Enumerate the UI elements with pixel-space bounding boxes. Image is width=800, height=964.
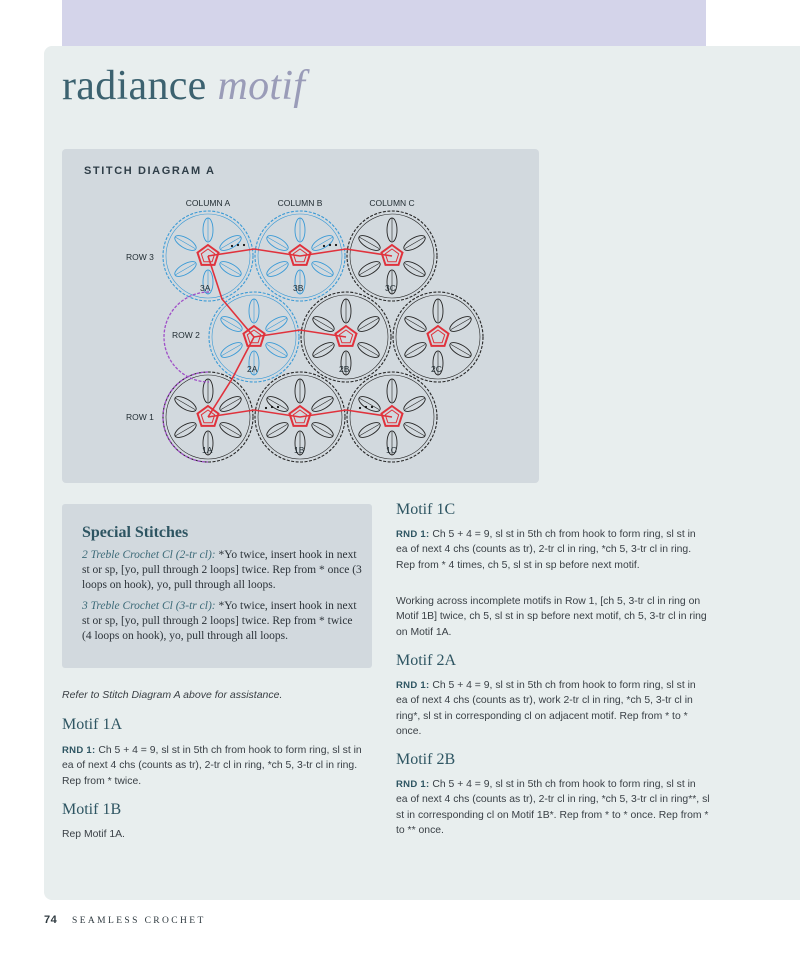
top-color-band (62, 0, 706, 46)
cluster-stem (359, 398, 379, 410)
motif-label-3a: 3A (200, 283, 211, 293)
cluster-stem (405, 398, 425, 410)
slip-stitch-dot (237, 244, 239, 246)
motif-label-1c: 1C (386, 445, 397, 455)
title-accent: motif (217, 63, 306, 109)
cluster-stem (405, 345, 425, 357)
motif-label-1a: 1A (202, 445, 213, 455)
cluster-stem (221, 398, 241, 410)
motif-1b-heading: Motif 1B (62, 801, 122, 818)
slip-stitch-dot (265, 407, 267, 409)
slip-stitch-dot (277, 406, 279, 408)
motif-2a-text: Ch 5 + 4 = 9, sl st in 5th ch from hook to form ring, sl st in ea of next 4 chs (counts as tr), work 2-tr cl in ring, *ch 5, 3-tr cl in ring*, sl st in corresponding cl on adjacent motif. Rep from * to * once. (396, 680, 696, 738)
cluster-stem (267, 237, 287, 249)
motif-label-2c: 2C (431, 364, 442, 374)
motif-2b-instructions (396, 777, 710, 839)
cluster-stem (405, 318, 425, 330)
slip-stitch-dot (323, 245, 325, 247)
stitch-term-2tr: 2 Treble Crochet Cl (2-tr cl): (82, 549, 216, 561)
motif-1c-instructions (396, 527, 710, 573)
page-number: 74 (44, 914, 58, 926)
stitch-diagram-box (62, 149, 539, 483)
cluster-stem (451, 318, 471, 330)
cluster-stem (313, 237, 333, 249)
motif-label-2b: 2B (339, 364, 350, 374)
stitch-diagram (62, 149, 539, 483)
row-label-2: ROW 2 (172, 330, 200, 340)
cluster-stem (405, 237, 425, 249)
cluster-stem (359, 264, 379, 276)
motif-2b-heading: Motif 2B (396, 751, 456, 768)
stitch-term-3tr: 3 Treble Crochet Cl (3-tr cl): (82, 600, 216, 612)
motif-1c-text: Ch 5 + 4 = 9, sl st in 5th ch from hook to form ring, sl st in ea of next 4 chs (counts as tr), 2-tr cl in ring, *ch 5, 3-tr cl in ring. Rep from * 4 times, ch 5, sl st in sp before next motif. (396, 529, 696, 571)
cluster-stem (221, 237, 241, 249)
cluster-stem (267, 264, 287, 276)
slip-stitch-dot (243, 244, 245, 246)
cluster-stem (405, 264, 425, 276)
center-ring-inner (431, 330, 444, 343)
chain-row3 (208, 249, 392, 256)
motif-2a-heading: Motif 2A (396, 652, 456, 669)
cluster-stem (359, 318, 379, 330)
cluster-stem (267, 318, 287, 330)
cluster-stem (267, 425, 287, 437)
cluster-stem (175, 237, 195, 249)
slip-stitch-dot (329, 244, 331, 246)
cluster-stem (221, 345, 241, 357)
rnd-label: RND 1: (62, 745, 96, 756)
rnd-label: RND 1: (396, 529, 430, 540)
chain-3a-2a (208, 256, 254, 337)
cluster-stem (221, 264, 241, 276)
cluster-stem (267, 345, 287, 357)
motif-1c-instructions-cont: Working across incomplete motifs in Row 1, [ch 5, 3-tr cl in ring on Motif 1B] twice, ch 5, sl st in sp before next motif, ch 5, 3-tr cl in ring on Motif 1A. (396, 596, 707, 638)
cluster-stem (267, 398, 287, 410)
motif-1c-heading: Motif 1C (396, 501, 456, 518)
cluster-stem (313, 264, 333, 276)
book-title: SEAMLESS CROCHET (72, 916, 206, 926)
slip-stitch-dot (231, 245, 233, 247)
stitch-text-3tr: *Yo twice, insert hook in next st or sp, [yo, pull through 2 loops] twice. Rep from * twice (4 loops on hook), yo, pull through all loops. (82, 600, 357, 642)
stitch-definition-3tr (82, 599, 362, 644)
motif-1a-text: Ch 5 + 4 = 9, sl st in 5th ch from hook to form ring, sl st in ea of next 4 chs (counts as tr), 2-tr cl in ring, *ch 5, 3-tr cl in ring. Rep from * twice. (62, 745, 362, 787)
motif-label-3b: 3B (293, 283, 304, 293)
column-label-c: COLUMN C (369, 198, 415, 208)
chain-row1 (208, 410, 392, 417)
refer-note: Refer to Stitch Diagram A above for assistance. (62, 689, 283, 701)
row-label-1: ROW 1 (126, 412, 154, 422)
cluster-stem (175, 425, 195, 437)
cluster-stem (175, 264, 195, 276)
cluster-stem (313, 425, 333, 437)
row-label-3: ROW 3 (126, 252, 154, 262)
motif-1a-heading: Motif 1A (62, 716, 122, 733)
motif-1a-instructions (62, 743, 372, 789)
motif-2a-instructions (396, 678, 710, 740)
cluster-stem (221, 425, 241, 437)
special-stitches-box (62, 504, 372, 668)
cluster-stem (359, 425, 379, 437)
special-stitches-title: Special Stitches (82, 524, 189, 541)
motif-1b-text: Rep Motif 1A. (62, 829, 125, 840)
cluster-stem (175, 398, 195, 410)
stitch-text-2tr: *Yo twice, insert hook in next st or sp, [yo, pull through 2 loops] twice. Rep from * once (3 loops on hook), yo, pull through all loops. (82, 549, 362, 591)
cluster-stem (451, 345, 471, 357)
motif-2b-text: Ch 5 + 4 = 9, sl st in 5th ch from hook to form ring, sl st in ea of next 4 chs (counts as tr), 2-tr cl in ring, *ch 5, 3-tr cl in ring**, sl st in corresponding cl on Motif 1B*. Rep from * to * once. Rep from * to ** once. (396, 779, 710, 837)
motif-label-2a: 2A (247, 364, 258, 374)
cluster-stem (405, 425, 425, 437)
cluster-stem (221, 318, 241, 330)
stitch-definition-2tr (82, 548, 362, 593)
cluster-stem (359, 345, 379, 357)
rnd-label: RND 1: (396, 680, 430, 691)
diagram-label: STITCH DIAGRAM A (84, 165, 216, 177)
cluster-stem (313, 345, 333, 357)
cluster-stem (359, 237, 379, 249)
rnd-label: RND 1: (396, 779, 430, 790)
column-label-b: COLUMN B (277, 198, 323, 208)
chain-2a-1a (208, 337, 254, 417)
slip-stitch-dot (371, 406, 373, 408)
slip-stitch-dot (335, 244, 337, 246)
cluster-stem (313, 318, 333, 330)
cluster-stem (313, 398, 333, 410)
motif-label-3c: 3C (385, 283, 396, 293)
page-title (62, 62, 305, 110)
title-main: radiance (62, 63, 207, 109)
slip-stitch-dot (365, 406, 367, 408)
slip-stitch-dot (271, 406, 273, 408)
slip-stitch-dot (359, 407, 361, 409)
motif-label-1b: 1B (294, 445, 305, 455)
page-footer (44, 914, 206, 926)
column-label-a: COLUMN A (185, 198, 231, 208)
